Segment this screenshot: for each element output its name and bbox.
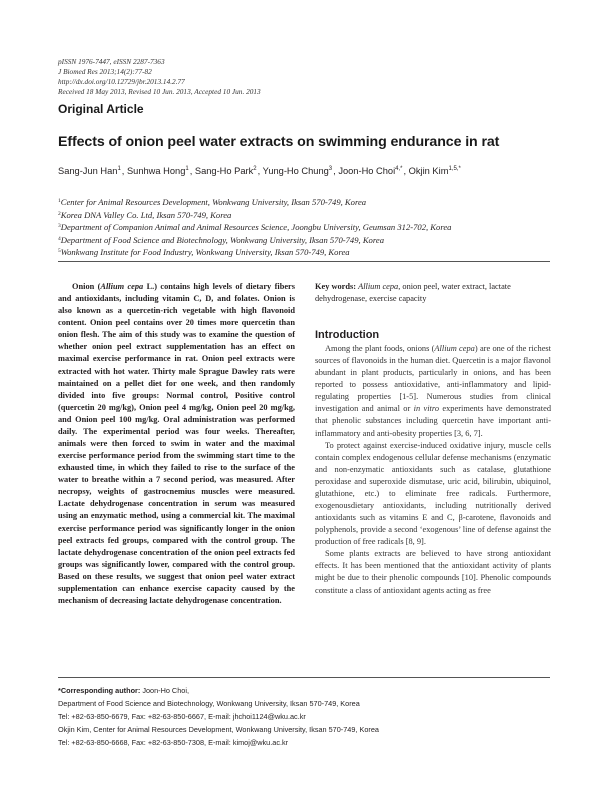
header-divider [58, 261, 550, 262]
footnote-line: Department of Food Science and Biotechnology, Wonkwang University, Iksan 570-749, Korea [58, 699, 360, 709]
footnote-line: Tel: +82-63-850-6668, Fax: +82-63-850-7308, E-mail: kimoj@wku.ac.kr [58, 738, 289, 748]
dates-line: Received 18 May 2013, Revised 10 Jun. 2013, Accepted 10 Jun. 2013 [58, 87, 261, 96]
author-affil: 1 [117, 166, 121, 172]
author-affil: 4,* [395, 166, 403, 172]
author-affil: 3 [328, 166, 333, 172]
footnote-line: Tel: +82-63-850-6679, Fax: +82-63-850-6667, E-mail: jhchoi1124@wku.ac.kr [58, 712, 306, 722]
affiliation-item: $^3$Department of Companion Animal and Animal Resources Science, Joongbu University, Geumsan 312-702, Korea [58, 222, 452, 233]
author-affil: 1 [185, 166, 189, 172]
affiliation-item: $^2$Korea DNA Valley Co. Ltd, Iksan 570-749, Korea [58, 209, 232, 220]
author-affil: 2 [253, 166, 257, 172]
author-list: Sang-Jun Han$^1$, Sunhwa Hong$^1$, Sang-Ho Park$^2$, Yung-Ho Chung$^3$, Joon-Ho Choi$^{4,*}$, Okjin Kim$^{1,5,*}$ [58, 166, 461, 176]
author-name: Sang-Ho Park [194, 166, 254, 176]
section-heading-introduction: Introduction [315, 329, 380, 341]
author-name: Yung-Ho Chung [262, 166, 329, 176]
issn-line: pISSN 1976-7447, eISSN 2287-7363 [58, 57, 165, 66]
footnote-line: Okjin Kim, Center for Animal Resources Development, Wonkwang University, Iksan 570-749, Korea [58, 725, 379, 735]
abstract: Onion (Allium cepa L.) contains high levels of dietary fibers and antioxidants, including vitamin C, D, and folates. Onion is also known as a quercetin-rich vegetable with high flavonoid content. Onion peel contains over 20 times more quercetin than onion flesh. The aim of this study was to examine the question of whether onion peel extract supplementation has an effect on maximal exercise performance in rat. Onion peel extracts were extracted with hot water. Thirty male Sprague Dawley rats were maintained on a pellet diet for one week, and then randomly divided into five groups: Normal control, Positive control (quercetin 20 mg/kg), Onion peel 4 mg/kg, Onion peel 20 mg/kg, and Onion peel 100 mg/kg. Oral administration was performed daily. The experimental period was four weeks. Thereafter, animals were then forced to swim in water and the maximal exercise performance period from the swimming start time to the exhausted time, in which they failed to rise to the surface of the water to breathe within a 7 second period, was measured. After necropsy, weights of gastrocnemius muscles were measured. Lactate dehydrogenase concentration in serum was measured using an enzymatic method, using a commercial kit. The maximal exercise performance period was significantly longer in the onion peel extracts fed groups, compared with the control group. The lactate dehydrogenase concentration of the onion peel extracts fed groups was significantly lower, compared with the control group. Based on these results, we suggest that onion peel water extract supplementation can enhance exercise capacity caused by the mechanism of decreasing lactate dehydrogenase concentration. [58, 282, 295, 606]
paragraph: Some plants extracts are believed to have strong antioxidant effects. It has been mentioned that the antioxidant activity of plants might be due to their phenolic compounds [10]. Phenolic compounds constitute a class of antioxidant agents acting as free [315, 549, 551, 595]
paper-title: Effects of onion peel water extracts on swimming endurance in rat [58, 134, 500, 150]
keywords-label: Key words: [315, 282, 357, 291]
citation-line: J Biomed Res 2013;14(2):77-82 [58, 67, 152, 76]
affiliation-item: $^4$Department of Food Science and Biotechnology, Wonkwang University, Iksan 570-749, Korea [58, 234, 384, 245]
keywords: Key words: Allium cepa, onion peel, water extract, lactate dehydrogenase, exercise capacity [315, 282, 511, 304]
author-name: Sunhwa Hong [126, 166, 186, 176]
author-name: Sang-Jun Han [58, 166, 118, 176]
corresponding-author-footnote: *Corresponding author: Joon-Ho Choi, Department of Food Science and Biotechnology, Wonkwang University, Iksan 570-749, Korea Tel: +82-63-850-6679, Fax: +82-63-850-6667, E-mail: jhchoi1124@wku.ac.kr Okjin Kim, Center for Animal Resources Development, Wonkwang University, Iksan 570-749, Korea Tel: +82-63-850-6668, Fax: +82-63-850-7308, E-mail: kimoj@wku.ac.kr [58, 684, 558, 749]
author-name: Joon-Ho Choi [338, 166, 396, 176]
footnote-divider [58, 677, 550, 678]
author-affil: 1,5,* [448, 166, 461, 172]
paragraph: To protect against exercise-induced oxidative injury, muscle cells contain complex endogenous cellular defense mechanisms (enzymatic and non-enzymatic antioxidants such as catalase, glutathione peroxidase and superoxide dismutase, uric acid, bilirubin, ubiquinol, glutathione, etc.) to eliminate free radicals. Furthermore, exogenousdietary antioxidants, including nutritionally derived antioxidants such as vitamins E and C, β-carotene, flavonoids and polyphenols, provide a second ‘exogenous’ line of defense against the production of free radicals [8, 9]. [315, 440, 551, 547]
affiliation-item: $^1$Center for Animal Resources Development, Wonkwang University, Iksan 570-749, Korea [58, 197, 367, 207]
affiliation-list [58, 196, 558, 259]
doi-link[interactable]: http://dx.doi.org/10.12729/jbr.2013.14.2.77 [58, 77, 185, 86]
author-name: Okjin Kim [408, 166, 449, 176]
journal-info [58, 57, 261, 97]
article-type: Original Article [58, 102, 144, 116]
paragraph: Among the plant foods, onions (Allium cepa) are one of the richest sources of flavonoids in the human diet. Quercetin is a major flavonol abundant in plant products, particularly in onions, and has been reported to possess antioxidative, anti-inflammatory and lipid-regulating properties [1-5]. Numerous studies from clinical investigation and animal or in vitro experiments have demonstrated that phenolic substances including quercetin have important anti-inflammatory and anti-obesity properties [3, 6, 7]. [315, 344, 552, 438]
footnote-label: *Corresponding author: [58, 686, 141, 695]
affiliation-item: $^5$Wonkwang Institute for Food Industry, Wonkwang University, Iksan 570-749, Korea [58, 247, 350, 258]
introduction-body [315, 343, 551, 597]
